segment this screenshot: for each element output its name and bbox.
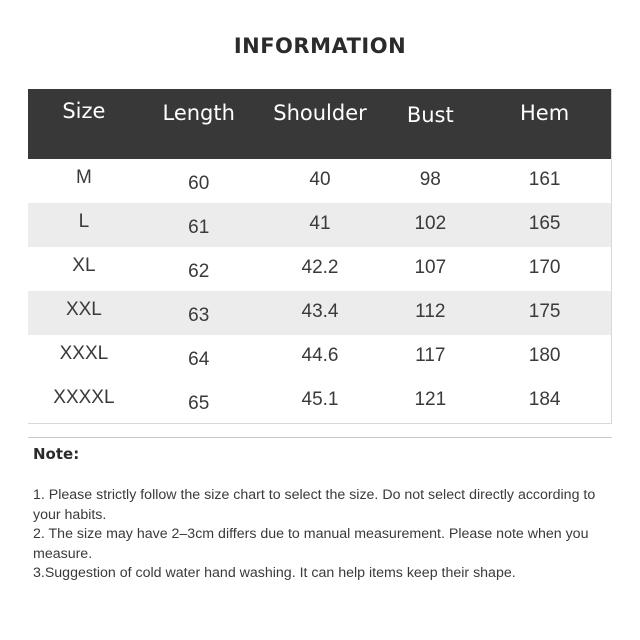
cell-length: 60: [188, 173, 210, 194]
cell-bust: 98: [419, 169, 441, 190]
cell-size: M: [75, 167, 92, 188]
table-row: [28, 379, 611, 423]
cell-hem: 161: [528, 169, 561, 190]
cell-shoulder: 41: [309, 213, 331, 234]
table-row: [28, 203, 611, 247]
note-list: [33, 486, 603, 584]
table-row: [28, 247, 611, 291]
cell-length: 64: [188, 349, 210, 370]
cell-shoulder: 43.4: [301, 301, 339, 322]
cell-length: 65: [188, 393, 210, 414]
cell-bust: 107: [414, 257, 447, 278]
header-hem: Hem: [520, 101, 570, 125]
cell-length: 61: [188, 217, 210, 238]
note-item: 3.Suggestion of cold water hand washing. It can help items keep their shape.: [33, 565, 516, 581]
cell-hem: 165: [528, 213, 561, 234]
header-length: Length: [162, 101, 235, 125]
cell-shoulder: 42.2: [301, 257, 339, 278]
cell-bust: 102: [414, 213, 447, 234]
table-row: [28, 291, 611, 335]
cell-size: XXXL: [59, 343, 109, 364]
header-size: Size: [62, 99, 106, 123]
header-bust: Bust: [406, 103, 454, 127]
cell-hem: 170: [528, 257, 561, 278]
table-row: [28, 335, 611, 379]
note-item: 1. Please strictly follow the size chart to select the size. Do not select directly according to your habits.: [33, 487, 596, 523]
cell-bust: 112: [415, 301, 446, 322]
cell-size: XXXXL: [53, 387, 115, 408]
cell-length: 63: [188, 305, 210, 326]
table-header-row: [28, 89, 611, 159]
cell-hem: 184: [528, 389, 561, 410]
page-title: INFORMATION: [233, 34, 407, 58]
cell-bust: 121: [414, 389, 447, 410]
note-item: 2. The size may have 2–3cm differs due to manual measurement. Please note when you measure.: [33, 526, 589, 562]
header-shoulder: Shoulder: [273, 101, 367, 125]
cell-shoulder: 44.6: [301, 345, 339, 366]
size-chart-table: [28, 89, 612, 424]
cell-length: 62: [188, 261, 210, 282]
table-row: [28, 159, 611, 203]
section-divider: [28, 437, 612, 438]
note-heading: Note:: [33, 445, 80, 463]
cell-size: L: [78, 211, 90, 232]
cell-size: XXL: [65, 299, 102, 320]
cell-hem: 180: [528, 345, 561, 366]
cell-shoulder: 40: [309, 169, 331, 190]
cell-hem: 175: [528, 301, 561, 322]
cell-size: XL: [72, 255, 96, 276]
cell-shoulder: 45.1: [301, 389, 339, 410]
cell-bust: 117: [415, 345, 446, 366]
